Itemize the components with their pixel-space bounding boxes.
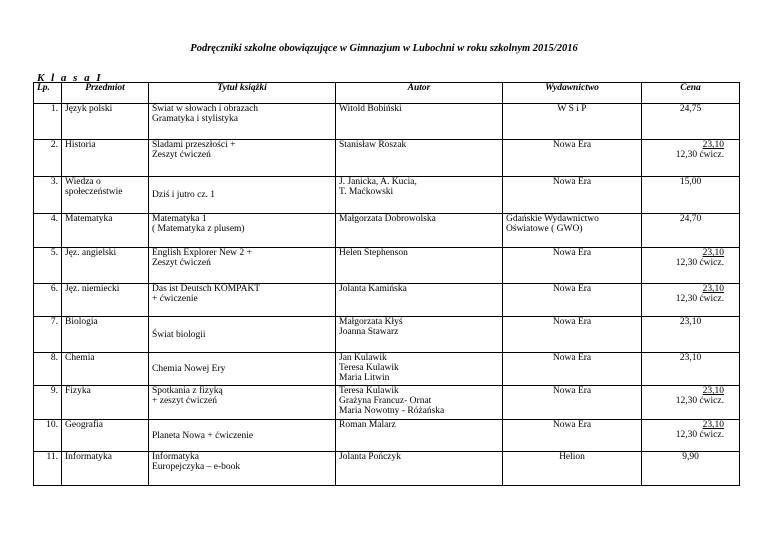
- author-line: Helen Stephenson: [339, 248, 408, 258]
- author-line: Joanna Stawarz: [339, 327, 399, 337]
- table-row: [34, 353, 740, 386]
- book-title-line: Śladami przeszłości +: [152, 140, 236, 150]
- row-price: [642, 452, 740, 486]
- publisher-line: Helion: [559, 452, 585, 462]
- author-line: Małgorzata Kłyś: [339, 317, 403, 327]
- table-header-row: [34, 83, 740, 104]
- table-row: [34, 420, 740, 452]
- row-price: [642, 284, 740, 317]
- publisher-line: Nowa Era: [552, 317, 592, 327]
- table-row: [34, 452, 740, 486]
- row-subject: Biologia: [62, 317, 149, 353]
- table-row: [34, 317, 740, 353]
- row-publisher: [503, 214, 642, 248]
- book-title-line: Europejczyka – e-book: [152, 462, 241, 472]
- row-subject: Chemia: [62, 353, 149, 386]
- row-lp: 1.: [34, 104, 62, 140]
- header-tytul: Tytuł książki: [149, 83, 336, 104]
- publisher-line: Nowa Era: [552, 420, 592, 430]
- row-book-title: [149, 177, 336, 214]
- price-book: 15,00: [679, 177, 702, 187]
- book-title-line: + zeszyt ćwiczeń: [152, 396, 217, 406]
- row-price: [642, 177, 740, 214]
- author-line: Jolanta Kamińska: [339, 284, 407, 294]
- row-book-title: [149, 386, 336, 420]
- row-author: [336, 177, 503, 214]
- row-book-title: [149, 248, 336, 284]
- publisher-line: Oświatowe ( GWO): [506, 224, 583, 234]
- author-line: Roman Malarz: [339, 420, 396, 430]
- book-title-line: Informatyka: [152, 452, 199, 462]
- author-line: Jolanta Pończyk: [339, 452, 402, 462]
- price-exercises: 12,30 ćwicz.: [675, 150, 724, 160]
- price-exercises: 12,30 ćwicz.: [675, 294, 724, 304]
- row-book-title: [149, 353, 336, 386]
- book-title-line: + ćwiczenie: [152, 294, 198, 304]
- row-price: [642, 104, 740, 140]
- price-book: 24,70: [679, 214, 702, 224]
- table-row: [34, 140, 740, 177]
- author-line: T. Maćkowski: [339, 187, 394, 197]
- row-lp: 4.: [34, 214, 62, 248]
- row-lp: 5.: [34, 248, 62, 284]
- row-price: [642, 353, 740, 386]
- row-publisher: [503, 177, 642, 214]
- row-publisher: [503, 452, 642, 486]
- table-row: [34, 248, 740, 284]
- row-price: [642, 248, 740, 284]
- price-exercises: 12,30 ćwicz.: [675, 396, 724, 406]
- author-line: Jan Kulawik: [339, 353, 387, 363]
- textbook-table: [33, 82, 740, 486]
- row-lp: 2.: [34, 140, 62, 177]
- author-line: Teresa Kulawik: [339, 363, 399, 373]
- row-subject: Jęz. niemiecki: [62, 284, 149, 317]
- publisher-line: Nowa Era: [552, 284, 592, 294]
- row-subject: Fizyka: [62, 386, 149, 420]
- row-book-title: [149, 317, 336, 353]
- row-publisher: [503, 248, 642, 284]
- row-lp: 6.: [34, 284, 62, 317]
- table-row: [34, 284, 740, 317]
- publisher-line: W S i P: [557, 104, 587, 114]
- header-cena: Cena: [642, 83, 740, 104]
- row-subject: Informatyka: [62, 452, 149, 486]
- publisher-line: Gdańskie Wydawnictwo: [506, 214, 599, 224]
- header-lp: Lp.: [34, 83, 62, 104]
- row-book-title: [149, 214, 336, 248]
- row-publisher: [503, 284, 642, 317]
- row-publisher: [503, 140, 642, 177]
- book-title-line: Spotkania z fizyką: [152, 386, 223, 396]
- row-author: [336, 420, 503, 452]
- row-author: [336, 214, 503, 248]
- book-title-line: Chemia Nowej Ery: [152, 364, 226, 374]
- book-title-line: Zeszyt ćwiczeń: [152, 150, 211, 160]
- price-book: 23,10: [702, 248, 724, 258]
- row-lp: 7.: [34, 317, 62, 353]
- row-lp: 10.: [34, 420, 62, 452]
- book-title-line: Świat w słowach i obrazach: [152, 104, 259, 114]
- author-line: Maria Litwin: [339, 373, 390, 383]
- price-exercises: 12,30 ćwicz.: [675, 258, 724, 268]
- row-publisher: [503, 317, 642, 353]
- row-lp: 8.: [34, 353, 62, 386]
- price-book: 23,10: [679, 353, 702, 363]
- table-row: [34, 104, 740, 140]
- author-line: Stanisław Roszak: [339, 140, 407, 150]
- row-subject: Jęz. angielski: [62, 248, 149, 284]
- book-title-line: Dziś i jutro cz. 1: [152, 190, 216, 200]
- author-line: Maria Nowotny - Różańska: [339, 406, 445, 416]
- row-price: [642, 386, 740, 420]
- price-book: 9,90: [682, 452, 699, 462]
- row-price: [642, 317, 740, 353]
- row-book-title: [149, 104, 336, 140]
- row-publisher: [503, 353, 642, 386]
- row-subject: Matematyka: [62, 214, 149, 248]
- book-title-line: Matematyka 1: [152, 214, 207, 224]
- price-book: 23,10: [702, 420, 724, 430]
- table-row: [34, 386, 740, 420]
- row-subject: Język polski: [62, 104, 149, 140]
- publisher-line: Nowa Era: [552, 353, 592, 363]
- price-book: 23,10: [702, 140, 724, 150]
- price-exercises: 12,30 ćwicz.: [675, 430, 724, 440]
- publisher-line: Nowa Era: [552, 386, 592, 396]
- row-author: [336, 353, 503, 386]
- row-book-title: [149, 420, 336, 452]
- row-author: [336, 140, 503, 177]
- author-line: Teresa Kulawik: [339, 386, 399, 396]
- book-title-line: Zeszyt ćwiczeń: [152, 258, 211, 268]
- author-line: Małgorzata Dobrowolska: [339, 214, 436, 224]
- row-author: [336, 104, 503, 140]
- row-book-title: [149, 452, 336, 486]
- document-title: Podręczniki szkolne obowiązujące w Gimnazjum w Lubochni w roku szkolnym 2015/2016: [190, 43, 578, 54]
- price-book: 23,10: [702, 284, 724, 294]
- row-book-title: [149, 140, 336, 177]
- row-lp: 3.: [34, 177, 62, 214]
- author-line: Witold Bobiński: [339, 104, 402, 114]
- row-publisher: [503, 104, 642, 140]
- row-author: [336, 386, 503, 420]
- table-row: [34, 177, 740, 214]
- table-row: [34, 214, 740, 248]
- publisher-line: Nowa Era: [552, 140, 592, 150]
- price-book: 23,10: [702, 386, 724, 396]
- book-title-line: Świat biologii: [152, 329, 206, 340]
- row-subject: Wiedza o społeczeństwie: [62, 177, 149, 214]
- row-price: [642, 140, 740, 177]
- row-author: [336, 284, 503, 317]
- book-title-line: Das ist Deutsch KOMPAKT: [152, 284, 261, 294]
- book-title-line: English Explorer New 2 +: [152, 248, 252, 258]
- price-book: 23,10: [679, 317, 702, 327]
- author-line: Grażyna Francuz- Ornat: [339, 396, 432, 406]
- price-book: 24,75: [679, 104, 702, 114]
- class-label: K l a s a I: [37, 72, 103, 84]
- header-wydawnictwo: Wydawnictwo: [503, 83, 642, 104]
- row-subject: Historia: [62, 140, 149, 177]
- publisher-line: Nowa Era: [552, 248, 592, 258]
- book-title-line: ( Matematyka z plusem): [152, 224, 245, 234]
- row-price: [642, 420, 740, 452]
- row-subject: Geografia: [62, 420, 149, 452]
- row-publisher: [503, 420, 642, 452]
- book-title-line: Gramatyka i stylistyka: [152, 114, 239, 124]
- header-przedmiot: Przedmiot: [62, 83, 149, 104]
- row-lp: 9.: [34, 386, 62, 420]
- row-author: [336, 317, 503, 353]
- author-line: J. Janicka, A. Kucia,: [339, 177, 417, 187]
- row-publisher: [503, 386, 642, 420]
- publisher-line: Nowa Era: [552, 177, 592, 187]
- row-lp: 11.: [34, 452, 62, 486]
- header-autor: Autor: [336, 83, 503, 104]
- row-price: [642, 214, 740, 248]
- row-author: [336, 248, 503, 284]
- book-title-line: Planeta Nowa + ćwiczenie: [152, 430, 254, 441]
- row-book-title: [149, 284, 336, 317]
- row-author: [336, 452, 503, 486]
